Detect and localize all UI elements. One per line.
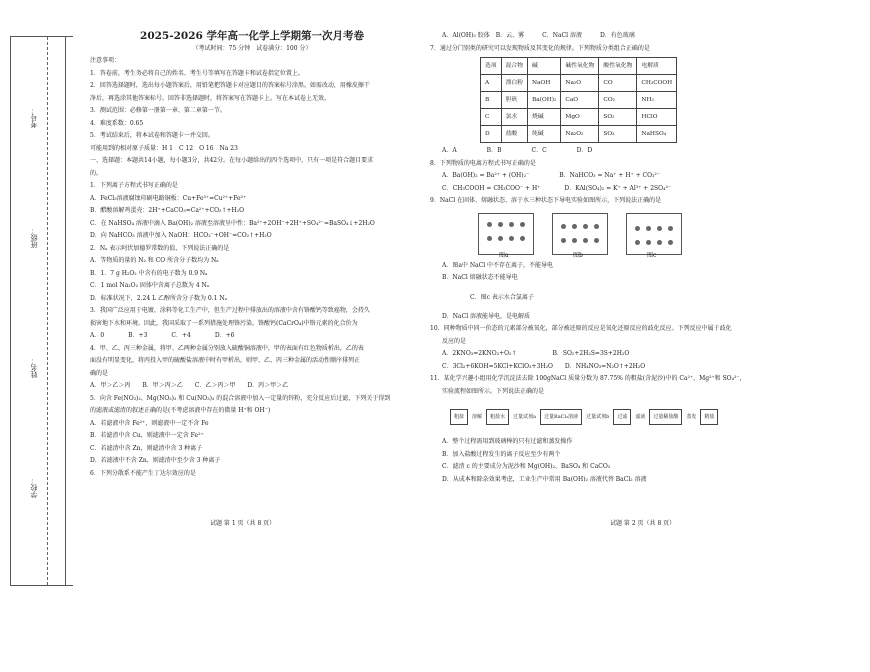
- left-text-line: A．甲＞乙＞丙 B．甲＞丙＞乙 C．乙＞丙＞甲 D．丙＞甲＞乙: [90, 382, 289, 389]
- ion-dot: [646, 226, 651, 231]
- flow-box: 过滤: [613, 409, 631, 426]
- q9-option-b: B．NaCl 熔融状态不能导电: [442, 274, 518, 281]
- left-text-line: 1．答卷前，考生务必将自己的姓名、考生号等填写在答题卡和试卷指定位置上。: [90, 69, 304, 77]
- page-footer-left: 试题 第 1 页（共 8 页）: [210, 520, 276, 527]
- table-row: [481, 109, 677, 126]
- ion-dot: [487, 236, 492, 241]
- table-cell: CO: [599, 75, 637, 92]
- table-header-cell: 碱: [528, 58, 561, 75]
- table-cell: D: [481, 126, 502, 143]
- q10-options-ab: A．2KNO₃=2KNO₂+O₂↑ B．SO₂+2H₂S=3S+2H₂O: [442, 350, 630, 357]
- q11-option-a: A．整个过程需用到玻璃棒的只有过滤和蒸发操作: [442, 438, 573, 445]
- table-cell: 氯水: [501, 109, 527, 126]
- table-cell: C: [481, 109, 502, 126]
- ion-dot: [657, 240, 662, 245]
- figure-c-label: 图c: [647, 252, 657, 259]
- left-text-line: 的滤液或滤渣的叙述正确的是(不考虑溶液中存在的微量 H⁺和 OH⁻): [90, 407, 271, 414]
- ion-dot: [635, 240, 640, 245]
- figure-a-cell: [478, 213, 534, 259]
- left-text-line: 确的是: [90, 369, 109, 377]
- binding-solid-line: [65, 37, 66, 585]
- table-cell: 烧碱: [528, 109, 561, 126]
- q11-option-c: C．滤渣 c 的主要成分为泥沙和 Mg(OH)₂、BaSO₄ 和 CaCO₃: [442, 463, 611, 470]
- q7-stem: 7．通过分门别类的研究可以发现物质及其变化的规律。下列物质分类组合正确的是: [430, 44, 650, 52]
- binding-margin: [10, 36, 73, 586]
- flow-step-label: 溶解: [472, 413, 483, 420]
- left-text-line: 损害地下水和环境。因此，我国采取了一系列措施处理铬污染。铬酸钙(CaCrO₄)中铬元素的化合价为: [90, 319, 358, 327]
- ion-dot: [498, 236, 503, 241]
- flow-step-label: 过量试剂b: [586, 413, 610, 420]
- left-text-line: D．若滤液中不含 Zn，则滤渣中至少含 3 种离子: [90, 457, 221, 464]
- table-header-cell: 混合物: [501, 58, 527, 75]
- table-cell: NaHSO₄: [637, 126, 677, 143]
- table-cell: 纯碱: [528, 126, 561, 143]
- left-text-line: 的。: [90, 169, 103, 177]
- q9-stem: 9．NaCl 在固体、熔融状态、溶于水三种状态下导电实验如图所示，下列说法正确的是: [430, 197, 662, 204]
- table-cell: 胆矾: [501, 92, 527, 109]
- q10-stem: 10．同种物质中同一价态的元素部分被氧化，部分被还原的反应是氧化还原反应的歧化反应。下列反应中属于歧化: [430, 325, 732, 332]
- table-row: [481, 75, 677, 92]
- table-header-cell: 碱性氧化物: [561, 58, 599, 75]
- q9-figure: [430, 208, 862, 260]
- exam-sheet: [10, 30, 862, 550]
- school-label: 学校：: [30, 477, 38, 498]
- q7-table: [480, 57, 677, 143]
- table-cell: NaOH: [528, 75, 561, 92]
- ion-dot: [668, 226, 673, 231]
- table-header-cell: 电解质: [637, 58, 677, 75]
- binding-dashed-line: [47, 37, 48, 585]
- left-text-line: A．若滤液中含 Fe²⁺，则滤液中一定不含 Fe: [90, 419, 209, 427]
- table-cell: B: [481, 92, 502, 109]
- flow-box: 过量稀盐酸: [649, 409, 682, 426]
- left-text-line: 6．下列分散系不能产生丁达尔效应的是: [90, 469, 196, 477]
- name-label: 姓名：: [30, 357, 38, 378]
- exam-number-label: 考号：: [30, 107, 38, 128]
- left-text-line: 4．甲、乙、丙三种金属，将甲、乙两种金属分别放入硫酸铜溶液中，甲的表面有红色物质析出，乙的表: [90, 344, 364, 352]
- left-text-line: A．等物质的量的 N₂ 和 CO 所含分子数均为 Nₐ: [90, 257, 219, 264]
- figure-a-label: 图a: [499, 252, 509, 259]
- q8-options-cd: C．CH₃COOH = CH₃COO⁻ + H⁺ D．KAl(SO₄)₂ = K⁺ + Al³⁺ + 2SO₄²⁻: [442, 184, 672, 192]
- table-cell: CaO: [561, 92, 599, 109]
- table-cell: NH₃: [637, 92, 677, 109]
- ion-dot: [520, 222, 525, 227]
- flow-box: 粗盐: [450, 409, 468, 426]
- figure-b-label: 图b: [573, 252, 583, 259]
- page-footer-right: 试题 第 2 页（共 8 页）: [610, 520, 676, 527]
- left-column: [82, 30, 422, 480]
- flow-step-label: 蒸发: [686, 413, 697, 420]
- left-text-line: 可能用到的相对原子质量：H 1 C 12 O 16 Na 23: [90, 144, 238, 152]
- table-cell: MgO: [561, 109, 599, 126]
- ion-dot: [594, 238, 599, 243]
- left-text-line: 4．难度系数：0.65: [90, 119, 144, 127]
- ion-dot: [583, 238, 588, 243]
- q11-stem-cont: 实验流程如图所示。下列说法正确的是: [442, 387, 545, 395]
- left-text-line: 5．考试结束后，将本试卷和答题卡一并交回。: [90, 132, 214, 139]
- right-column: [430, 30, 862, 486]
- left-text-line: A．FeCl₃溶液腐蚀印刷电路铜板：Cu+Fe³⁺=Cu²⁺+Fe²⁺: [90, 194, 247, 202]
- left-text-line: B．若滤渣中含 Cu，则滤液中一定含 Fe²⁺: [90, 432, 204, 439]
- flow-box: 粗盐水: [486, 409, 509, 426]
- left-text-line: 净后，再选涂其他答案标号。回答非选择题时，将答案写在答题卡上。写在本试卷上无效。: [90, 94, 331, 102]
- ion-dot: [520, 236, 525, 241]
- q11-flowchart: [430, 398, 862, 436]
- ion-dot: [498, 222, 503, 227]
- flow-box: 精盐: [700, 409, 718, 426]
- figure-c-cell: [626, 213, 682, 259]
- q9-option-c: C．图c 表示水合氯离子: [470, 293, 534, 301]
- ion-dot: [561, 224, 566, 229]
- flow-step-label: 滤液: [635, 413, 646, 420]
- left-text-line: A．0 B．+3 C．+4 D．+6: [90, 332, 235, 339]
- q6-options: A．Al(OH)₃ 胶体 B．云、雾 C．NaCl 溶液 D．有色玻璃: [442, 32, 635, 39]
- table-cell: Na₂O: [561, 75, 599, 92]
- table-cell: Na₂O₂: [561, 126, 599, 143]
- table-cell: CH₃COOH: [637, 75, 677, 92]
- left-text-line: 3．测试范围：必修第一册第一章、第二章第一节。: [90, 107, 226, 114]
- q11-stem: 11．某化学兴趣小组用化学沉淀法去除 100gNaCl 质量分数为 87.75% 的粗盐(含泥沙)中的 Ca²⁺、Mg²⁺和 SO₄²⁻，: [430, 375, 746, 382]
- ion-dot: [572, 224, 577, 229]
- figure-b-cell: [552, 213, 608, 259]
- q10-stem-cont: 反应的是: [442, 337, 467, 345]
- table-cell: HClO: [637, 109, 677, 126]
- left-text-line: C．在 NaHSO₄ 溶液中滴入 Ba(OH)₂ 溶液至溶液呈中性：Ba²⁺+2OH⁻+2H⁺+SO₄²⁻=BaSO₄↓+2H₂O: [90, 219, 375, 227]
- ion-dot: [668, 240, 673, 245]
- table-cell: 盐酸: [501, 126, 527, 143]
- left-text-line: 2．回答选择题时，选出每小题答案后，用铅笔把答题卡对应题目的答案标号涂黑。如需改动，用橡皮擦干: [90, 82, 370, 89]
- q9-option-d: D．NaCl 溶液能导电，是电解质: [442, 312, 531, 320]
- left-text-line: 3．我国广泛应用于电镀、涂料等化工生产中，但生产过程中排放出的溶液中含有铬酸钙等致癌物，会持久: [90, 307, 370, 314]
- ion-dot: [509, 236, 514, 241]
- q11-option-d: D．从成本和除杂效果考虑，工业生产中常用 Ba(OH)₂ 溶液代替 BaCl₂ 溶液: [442, 475, 647, 483]
- q8-options-ab: A．Ba(OH)₂ = Ba²⁺ + (OH)₂⁻ B．NaHCO₃ = Na⁺ + H⁺ + CO₃²⁻: [442, 172, 660, 179]
- table-cell: A: [481, 75, 502, 92]
- left-text-line: C．若滤渣中含 Zn，则滤渣中含 3 种离子: [90, 444, 203, 452]
- q10-options-cd: C．3Cl₂+6KOH=5KCl+KClO₃+3H₂O D．NH₄NO₃=N₂O↑+2H₂O: [442, 362, 646, 370]
- exam-subtitle: （考试时间：75 分钟 试卷满分：100 分）: [192, 44, 312, 52]
- ion-dot: [657, 226, 662, 231]
- left-text-line: 一、选择题：本题共14小题，每小题3分，共42分。在每小题给出的四个选项中，只有一项是符合题目要求: [90, 157, 374, 164]
- table-cell: CO₂: [599, 92, 637, 109]
- left-text-line: 1．下列离子方程式书写正确的是: [90, 182, 178, 189]
- ion-dot: [509, 222, 514, 227]
- q8-stem: 8．下列物质的电离方程式书写正确的是: [430, 159, 536, 167]
- exam-title: 2025-2026 学年高一化学上学期第一次月考卷: [140, 30, 364, 42]
- ion-dot: [572, 238, 577, 243]
- ion-dot: [635, 226, 640, 231]
- ion-dot: [487, 222, 492, 227]
- ion-dot: [561, 238, 566, 243]
- ion-dot: [583, 224, 588, 229]
- left-text-line: B．1．7 g H₂O₂ 中含有的电子数为 0.9 Nₐ: [90, 269, 208, 277]
- class-label: 班级：: [30, 227, 38, 248]
- table-header-cell: 选项: [481, 58, 502, 75]
- table-cell: 漂白粉: [501, 75, 527, 92]
- left-text-line: 面没有明显变化，将丙投入甲的硫酸盐溶液中时有甲析出，则甲、乙、丙三种金属的活动性顺序排列正: [90, 357, 361, 364]
- table-cell: SO₂: [599, 109, 637, 126]
- left-text-line: C．1 mol Na₂O₂ 固体中含离子总数为 4 Nₐ: [90, 282, 210, 289]
- flow-box: 过量BaCl₂溶液: [540, 409, 582, 426]
- flow-step-label: 过量试剂a: [513, 413, 537, 420]
- table-row: [481, 126, 677, 143]
- table-header-row: [481, 58, 677, 75]
- ion-dot: [646, 240, 651, 245]
- table-header-cell: 酸性氧化物: [599, 58, 637, 75]
- q11-option-b: B．加入盐酸过程发生的离子反应至少有两个: [442, 450, 561, 458]
- table-row: [481, 92, 677, 109]
- left-text-line: 5．向含 Fe(NO₃)₂、Mg(NO₃)₂ 和 Cu(NO₃)₂ 的混合溶液中加入一定量的锌粉，充分反应后过滤，下列关于得到: [90, 394, 391, 402]
- left-text-line: 2．Nₐ 表示阿伏加德罗常数的值，下列说法正确的是: [90, 244, 230, 252]
- left-text-line: D．标准状况下，2.24 L 乙醇所含分子数为 0.1 Nₐ: [90, 294, 227, 302]
- ion-dot: [594, 224, 599, 229]
- q9-option-a: A．图a中 NaCl 中不存在离子，不能导电: [442, 261, 554, 269]
- q7-options: A．A B．B C．C D．D: [442, 147, 593, 154]
- table-cell: SO₃: [599, 126, 637, 143]
- notice-heading: 注意事项：: [90, 57, 121, 64]
- left-text-line: B．醋酸溶解鸡蛋壳：2H⁺+CaCO₃=Ca²⁺+CO₂↑+H₂O: [90, 207, 245, 214]
- left-text-line: D．向 NaHCO₃ 溶液中加入 NaOH：HCO₃⁻+OH⁻=CO₂↑+H₂O: [90, 232, 272, 239]
- table-cell: Ba(OH)₂: [528, 92, 561, 109]
